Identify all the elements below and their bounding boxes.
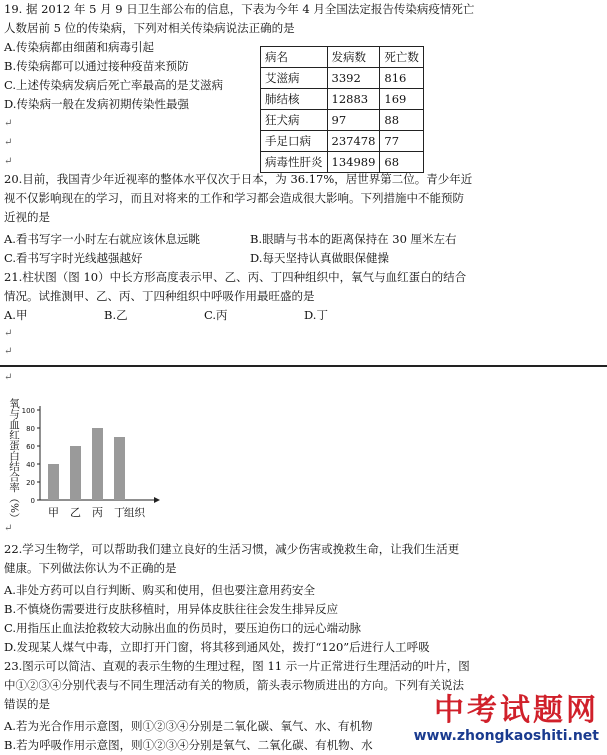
table-header-row bbox=[261, 47, 424, 68]
table-row bbox=[261, 131, 424, 152]
x-axis-arrow-icon bbox=[154, 497, 160, 503]
bar-chart bbox=[4, 388, 174, 528]
watermark-name: 中考试题网 bbox=[434, 693, 599, 728]
table-cell: 88 bbox=[380, 110, 424, 131]
q23-stem-line1: 23.图示可以简洁、直观的表示生物的生理过程，图 11 示一片正常进行生理活动的叶片，图 bbox=[4, 659, 470, 673]
q20-option-a: A.看书写字一小时左右就应该休息远眺 bbox=[4, 232, 200, 246]
table-cell: 134989 bbox=[327, 152, 380, 173]
site-watermark bbox=[414, 694, 599, 744]
table-cell: 237478 bbox=[327, 131, 380, 152]
q20-stem-line1: 20.目前，我国青少年近视率的整体水平仅次于日本，为 36.17%，居世界第二位。青少年近 bbox=[4, 172, 473, 186]
paragraph-mark-icon: ↵ bbox=[4, 118, 13, 129]
table-cell: 肺结核 bbox=[261, 89, 328, 110]
q19-stem-line2: 人数居前 5 位的传染病，下列对相关传染病说法正确的是 bbox=[4, 21, 295, 35]
paragraph-mark-icon: ↵ bbox=[4, 156, 13, 167]
x-axis-label: 组织 bbox=[124, 507, 145, 519]
q21-option-d: D.丁 bbox=[304, 308, 328, 322]
page-separator bbox=[0, 365, 607, 367]
paragraph-mark-icon: ↵ bbox=[4, 346, 13, 357]
q21-stem-line2: 情况。试推测甲、乙、丙、丁四种组织中呼吸作用最旺盛的是 bbox=[4, 289, 315, 303]
disease-table bbox=[260, 46, 424, 173]
table-cell: 3392 bbox=[327, 68, 380, 89]
table-cell: 狂犬病 bbox=[261, 110, 328, 131]
x-tick-label: 丁 bbox=[114, 506, 125, 519]
bar-1 bbox=[48, 464, 59, 500]
paragraph-mark-icon: ↵ bbox=[4, 372, 13, 383]
paragraph-mark-icon: ↵ bbox=[4, 523, 13, 534]
x-tick-label: 乙 bbox=[70, 506, 81, 519]
table-row bbox=[261, 110, 424, 131]
q19-stem-line1: 19. 据 2012 年 5 月 9 日卫生部公布的信息，下表为今年 4 月全国法定报告传染病疫情死亡 bbox=[4, 2, 475, 16]
table-row bbox=[261, 68, 424, 89]
q21-stem-line1: 21.柱状图（图 10）中长方形高度表示甲、乙、丙、丁四种组织中，氧气与血红蛋白的结合 bbox=[4, 270, 467, 284]
y-tick-label: 0 bbox=[30, 497, 35, 505]
table-cell: 手足口病 bbox=[261, 131, 328, 152]
q23-stem-line2: 中①②③④分别代表与不同生理活动有关的物质，箭头表示物质进出的方向。下列有关说法 bbox=[4, 678, 464, 692]
table-cell: 816 bbox=[380, 68, 424, 89]
q22-stem-line1: 22.学习生物学，可以帮助我们建立良好的生活习惯，减少伤害或挽救生命，让我们生活更 bbox=[4, 542, 460, 556]
q20-option-b: B.眼睛与书本的距离保持在 30 厘米左右 bbox=[250, 232, 457, 246]
q19-option-c: C.上述传染病发病后死亡率最高的是艾滋病 bbox=[4, 78, 224, 92]
table-cell: 68 bbox=[380, 152, 424, 173]
q23-option-a: A.若为光合作用示意图，则①②③④分别是二氧化碳、氧气、水、有机物 bbox=[4, 719, 373, 733]
y-tick-label: 40 bbox=[26, 461, 35, 469]
table-header-cell: 病名 bbox=[261, 47, 328, 68]
y-axis-label: 氧与血红蛋白结合率（%） bbox=[8, 398, 20, 524]
q21-option-a: A.甲 bbox=[4, 308, 28, 322]
q20-stem-line2: 视不仅影响现在的学习，而且对将来的工作和学习都会造成很大影响。下列措施中不能预防 bbox=[4, 191, 464, 205]
table-header-cell: 死亡数 bbox=[380, 47, 424, 68]
q20-stem-line3: 近视的是 bbox=[4, 210, 50, 224]
q22-option-c: C.用指压止血法抢救较大动脉出血的伤员时，要压迫伤口的远心端动脉 bbox=[4, 621, 362, 635]
paragraph-mark-icon: ↵ bbox=[4, 137, 13, 148]
y-tick-label: 60 bbox=[26, 443, 35, 451]
q19-option-d: D.传染病一般在发病初期传染性最强 bbox=[4, 97, 189, 111]
q23-option-b: B.若为呼吸作用示意图，则①②③④分别是氧气、二氧化碳、有机物、水 bbox=[4, 738, 373, 752]
table-cell: 病毒性肝炎 bbox=[261, 152, 328, 173]
q22-stem-line2: 健康。下列做法你认为不正确的是 bbox=[4, 561, 177, 575]
watermark-url: www.zhongkaoshiti.net bbox=[413, 728, 599, 744]
bar-3 bbox=[92, 428, 103, 500]
x-tick-label: 丙 bbox=[92, 506, 103, 519]
q21-option-c: C.丙 bbox=[204, 308, 228, 322]
table-cell: 169 bbox=[380, 89, 424, 110]
paragraph-mark-icon: ↵ bbox=[4, 328, 13, 339]
x-tick-label: 甲 bbox=[48, 506, 59, 519]
table-row bbox=[261, 89, 424, 110]
q20-option-c: C.看书写字时光线越强越好 bbox=[4, 251, 143, 265]
q22-option-d: D.发现某人煤气中毒，立即打开门窗，将其移到通风处，拨打“120”后进行人工呼吸 bbox=[4, 640, 430, 654]
bar-4 bbox=[114, 437, 125, 500]
y-tick-label: 100 bbox=[21, 407, 35, 415]
q23-stem-line3: 错误的是 bbox=[4, 697, 50, 711]
y-tick-label: 20 bbox=[26, 479, 35, 487]
table-header-cell: 发病数 bbox=[327, 47, 380, 68]
q20-option-d: D.每天坚持认真做眼保健操 bbox=[250, 251, 389, 265]
y-tick-label: 80 bbox=[26, 425, 35, 433]
table-cell: 12883 bbox=[327, 89, 380, 110]
q22-option-a: A.非处方药可以自行判断、购买和使用，但也要注意用药安全 bbox=[4, 583, 315, 597]
table-cell: 艾滋病 bbox=[261, 68, 328, 89]
bar-2 bbox=[70, 446, 81, 500]
q22-option-b: B.不慎烧伤需要进行皮肤移植时，用异体皮肤往往会发生排异反应 bbox=[4, 602, 339, 616]
table-cell: 97 bbox=[327, 110, 380, 131]
table-cell: 77 bbox=[380, 131, 424, 152]
q19-option-a: A.传染病都由细菌和病毒引起 bbox=[4, 40, 154, 54]
q21-option-b: B.乙 bbox=[104, 308, 128, 322]
q19-option-b: B.传染病都可以通过接种疫苗来预防 bbox=[4, 59, 189, 73]
